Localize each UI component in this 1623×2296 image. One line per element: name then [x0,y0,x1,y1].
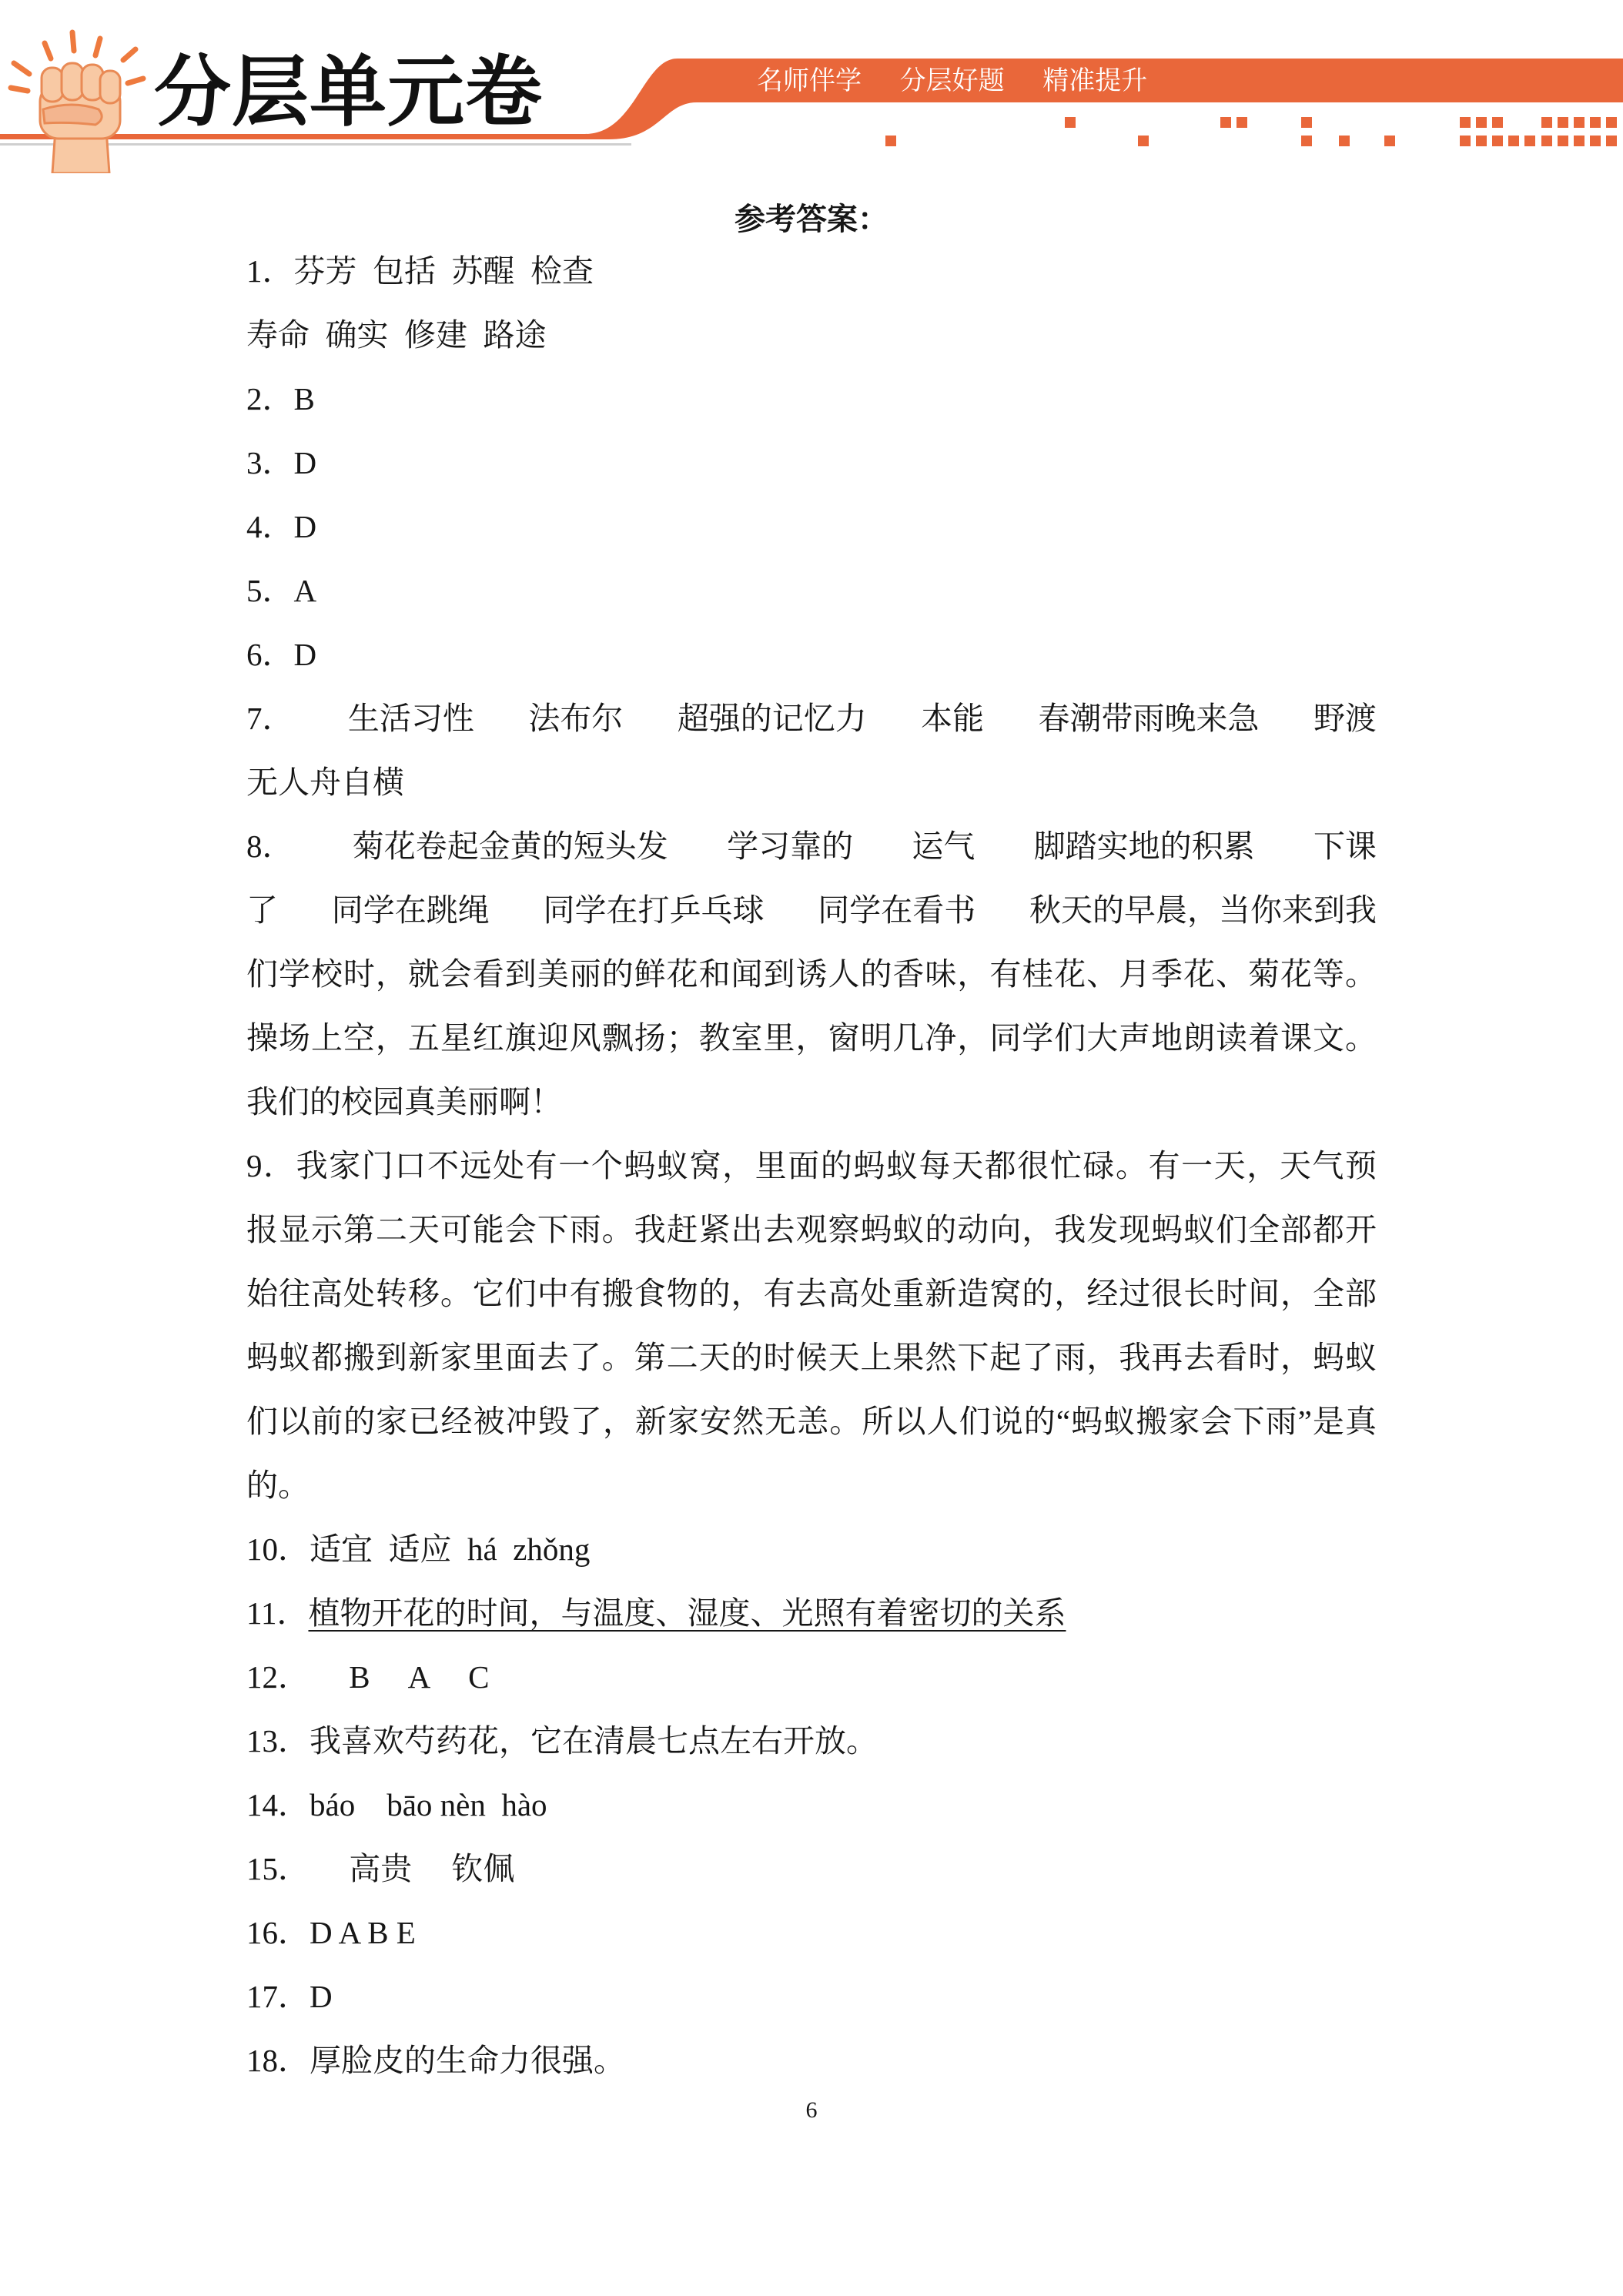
page-number: 6 [805,2097,818,2123]
answer-line [246,559,1377,623]
answer-line [246,942,1377,1006]
answer-item [246,1773,1377,1837]
answer-text: 无人舟自横 [246,765,404,800]
answer-text: 始往高处转移。它们中有搬食物的，有去高处重新造窝的，经过很长时间，全部 [246,1276,1377,1311]
answer-text: 我喜欢芍药花，它在清晨七点左右开放。 [310,1723,878,1759]
answer-number: 4． [246,509,294,544]
answer-text: D [293,445,317,480]
answer-line [246,495,1377,559]
answer-line [246,1326,1377,1390]
answer-line [246,1965,1377,2029]
answer-number: 14． [246,1787,310,1822]
answer-number: 18． [246,2043,310,2078]
answer-line [246,1262,1377,1326]
answer-number: 8． [246,828,294,864]
underlined-answer-text: 植物开花的时间，与温度、湿度、光照有着密切的关系 [308,1595,1066,1631]
answer-text: 芬芳 包括 苏醒 检查 [293,253,594,289]
page-heading: 参考答案： [735,202,888,236]
answer-phrase: 同学在跳绳 [331,892,490,928]
answer-text: 们学校时，就会看到美丽的鲜花和闻到诱人的香味，有桂花、月季花、菊花等。 [246,956,1377,992]
answer-line [246,239,1377,303]
answer-phrase: 运气 [912,828,975,864]
answer-number: 2． [246,381,294,417]
answer-list [246,239,1377,2093]
answer-phrase: 下课 [1313,828,1377,864]
answer-number: 9． [246,1148,296,1183]
answer-line [246,1709,1377,1773]
answer-line [246,2029,1377,2093]
answer-text: 厚脸皮的生命力很强。 [310,2043,625,2078]
answer-line [246,1454,1377,1518]
answer-text: 的。 [246,1468,310,1503]
answer-number: 15． [246,1851,310,1886]
answer-line [246,1581,1377,1645]
answer-item [246,1901,1377,1965]
answer-item [246,559,1377,623]
answer-item [246,1518,1377,1581]
answer-line [246,1070,1377,1134]
answer-line [246,1390,1377,1454]
answer-phrase: 本能 [921,701,985,736]
answer-text: 寿命 确实 修建 路途 [246,317,547,353]
answer-item [246,1965,1377,2029]
banner-slogan: 名师伴学 分层好题 精准提升 [757,65,1148,96]
answer-item [246,239,1377,367]
answer-text: D [310,1979,333,2014]
answer-line [246,815,1377,879]
answer-text: 适宜 适应 há zhǒng [310,1531,591,1567]
answer-text: B A C [310,1659,490,1695]
answer-number: 5． [246,573,294,608]
answer-number: 3． [246,445,294,480]
answer-number: 1． [246,253,294,289]
series-title: 分层单元卷 [154,47,543,137]
decorative-squares [885,117,1617,146]
answer-number: 10． [246,1531,310,1567]
answer-item [246,623,1377,687]
answer-item [246,2029,1377,2093]
answer-line [246,1134,1377,1198]
answer-item [246,1709,1377,1773]
answer-text: 我家门口不远处有一个蚂蚁窝，里面的蚂蚁每天都很忙碌。有一天，天气预 [296,1148,1377,1183]
answer-line [246,1006,1377,1070]
answer-text: báo bāo nèn hào [310,1787,547,1822]
answer-text: 蚂蚁都搬到新家里面去了。第二天的时候天上果然下起了雨，我再去看时，蚂蚁 [246,1340,1377,1375]
answer-item [246,815,1377,1134]
raised-fist-icon [8,23,146,173]
answer-phrase: 了 [246,892,278,928]
answer-line [246,1773,1377,1837]
answer-text: 报显示第二天可能会下雨。我赶紧出去观察蚂蚁的动向，我发现蚂蚁们全部都开 [246,1212,1377,1247]
answer-line [246,623,1377,687]
answer-phrase: 生活习性 [347,701,474,736]
answer-line [246,303,1377,367]
answer-number: 11． [246,1595,309,1631]
answer-phrase: 脚踏实地的积累 [1033,828,1255,864]
answer-item [246,1581,1377,1645]
answer-phrase: 春潮带雨晚来急 [1038,701,1260,736]
answer-text: B [293,381,315,417]
answer-line [246,1198,1377,1262]
answer-line [246,751,1377,815]
answer-phrase: 超强的记忆力 [677,701,867,736]
answer-phrase: 同学在打乒乓球 [543,892,765,928]
answer-line [246,687,1377,751]
answer-number: 16． [246,1915,310,1950]
answer-phrase: 法布尔 [528,701,624,736]
answer-phrase: 野渡 [1313,701,1377,736]
answer-number: 7． [246,701,294,736]
answer-line [246,1518,1377,1581]
answer-item [246,1134,1377,1518]
answer-number: 6． [246,637,294,672]
answer-text: 我们的校园真美丽啊！ [246,1084,562,1120]
answer-line [246,879,1377,942]
answer-item [246,431,1377,495]
answer-phrase: 学习靠的 [727,828,854,864]
answer-item [246,687,1377,815]
answer-item [246,367,1377,431]
answer-line [246,367,1377,431]
answer-text: 操场上空，五星红旗迎风飘扬；教室里，窗明几净，同学们大声地朗读着课文。 [246,1020,1377,1056]
answer-line [246,1901,1377,1965]
answer-phrase: 秋天的早晨，当你来到我 [1029,892,1377,928]
answer-item [246,1837,1377,1901]
answer-line [246,431,1377,495]
answer-text: 高贵 钦佩 [310,1851,515,1886]
answer-number: 12． [246,1659,310,1695]
answer-item [246,495,1377,559]
answer-text: A [293,573,317,608]
answer-text: D A B E [310,1915,416,1950]
answer-text: 们以前的家已经被冲毁了，新家安然无恙。所以人们说的“蚂蚁搬家会下雨”是真 [246,1404,1377,1439]
answer-number: 17． [246,1979,310,2014]
answer-phrase: 同学在看书 [818,892,976,928]
answer-line [246,1645,1377,1709]
answer-number: 13． [246,1723,310,1759]
answer-text: D [293,637,317,672]
answer-line [246,1837,1377,1901]
answer-text: D [293,509,317,544]
answer-item [246,1645,1377,1709]
answer-phrase: 菊花卷起金黄的短头发 [352,828,668,864]
